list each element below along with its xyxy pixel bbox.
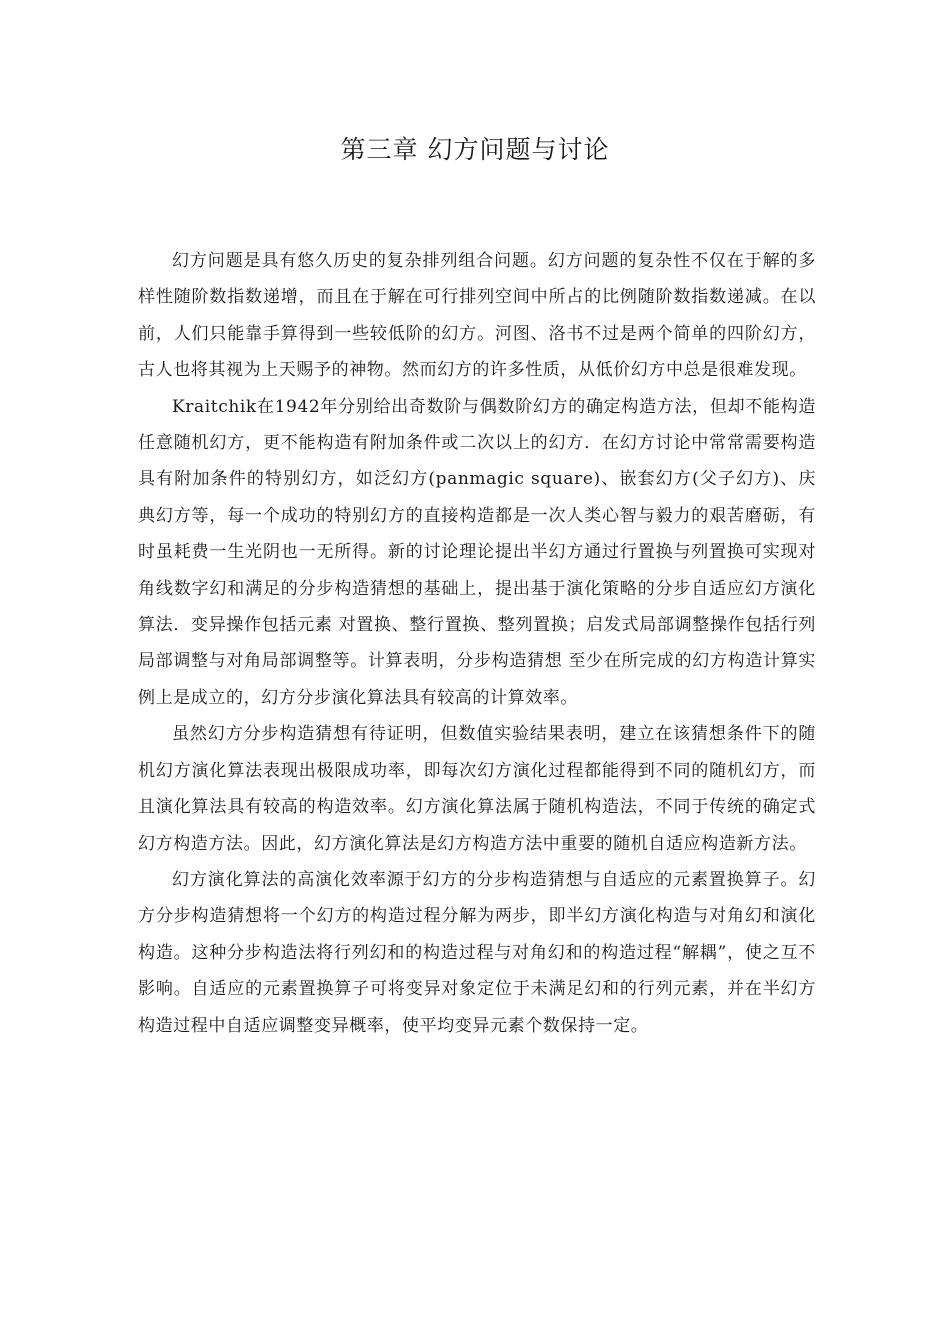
paragraph-kraitchik: Kraitchik在1942年分别给出奇数阶与偶数阶幻方的确定构造方法，但却不能构造任意随机幻方，更不能构造有附加条件或二次以上的幻方．在幻方讨论中常常需要构造具有附加条件的特别幻方，如泛幻方(panmagic square)、嵌套幻方(父子幻方)、庆典幻方等，每一个成功的特别幻方的直接构造都是一次人类心智与毅力的艰苦磨砺，有时虽耗费一生光阴也一无所得。新的讨论理论提出半幻方通过行置换与列置换可实现对角线数字幻和满足的分步构造猜想的基础上，提出基于演化策略的分步自适应幻方演化算法．变异操作包括元素 对置换、整行置换、整列置换；启发式局部调整操作包括行列局部调整与对角局部调整等。计算表明，分步构造猜想 至少在所完成的幻方构造计算实例上是成立的，幻方分步演化算法具有较高的计算效率。 xyxy=(138,396,816,708)
chapter-title: 第三章 幻方问题与讨论 xyxy=(340,135,610,164)
paragraph-efficiency: 幻方演化算法的高演化效率源于幻方的分步构造猜想与自适应的元素置换算子。幻方分步构造猜想将一个幻方的构造过程分解为两步，即半幻方演化构造与对角幻和演化构造。这种分步构造法将行列幻和的构造过程与对角幻和的构造过程“解耦”，使之互不影响。自适应的元素置换算子可将变异对象定位于未满足幻和的行列元素，并在半幻方构造过程中自适应调整变异概率，使平均变异元素个数保持一定。 xyxy=(138,869,816,1036)
body-text xyxy=(138,243,816,1044)
paragraph-intro: 幻方问题是具有悠久历史的复杂排列组合问题。幻方问题的复杂性不仅在于解的多样性随阶数指数递增，而且在于解在可行排列空间中所占的比例随阶数指数递减。在以前，人们只能靠手算得到一些较低阶的幻方。河图、洛书不过是两个简单的四阶幻方，古人也将其视为上天赐予的神物。然而幻方的许多性质，从低价幻方中总是很难发现。 xyxy=(138,251,816,381)
paragraph-conjecture: 虽然幻方分步构造猜想有待证明，但数值实验结果表明，建立在该猜想条件下的随机幻方演化算法表现出极限成功率，即每次幻方演化过程都能得到不同的随机幻方，而且演化算法具有较高的构造效率。幻方演化算法属于随机构造法，不同于传统的确定式幻方构造方法。因此，幻方演化算法是幻方构造方法中重要的随机自适应构造新方法。 xyxy=(138,724,816,854)
